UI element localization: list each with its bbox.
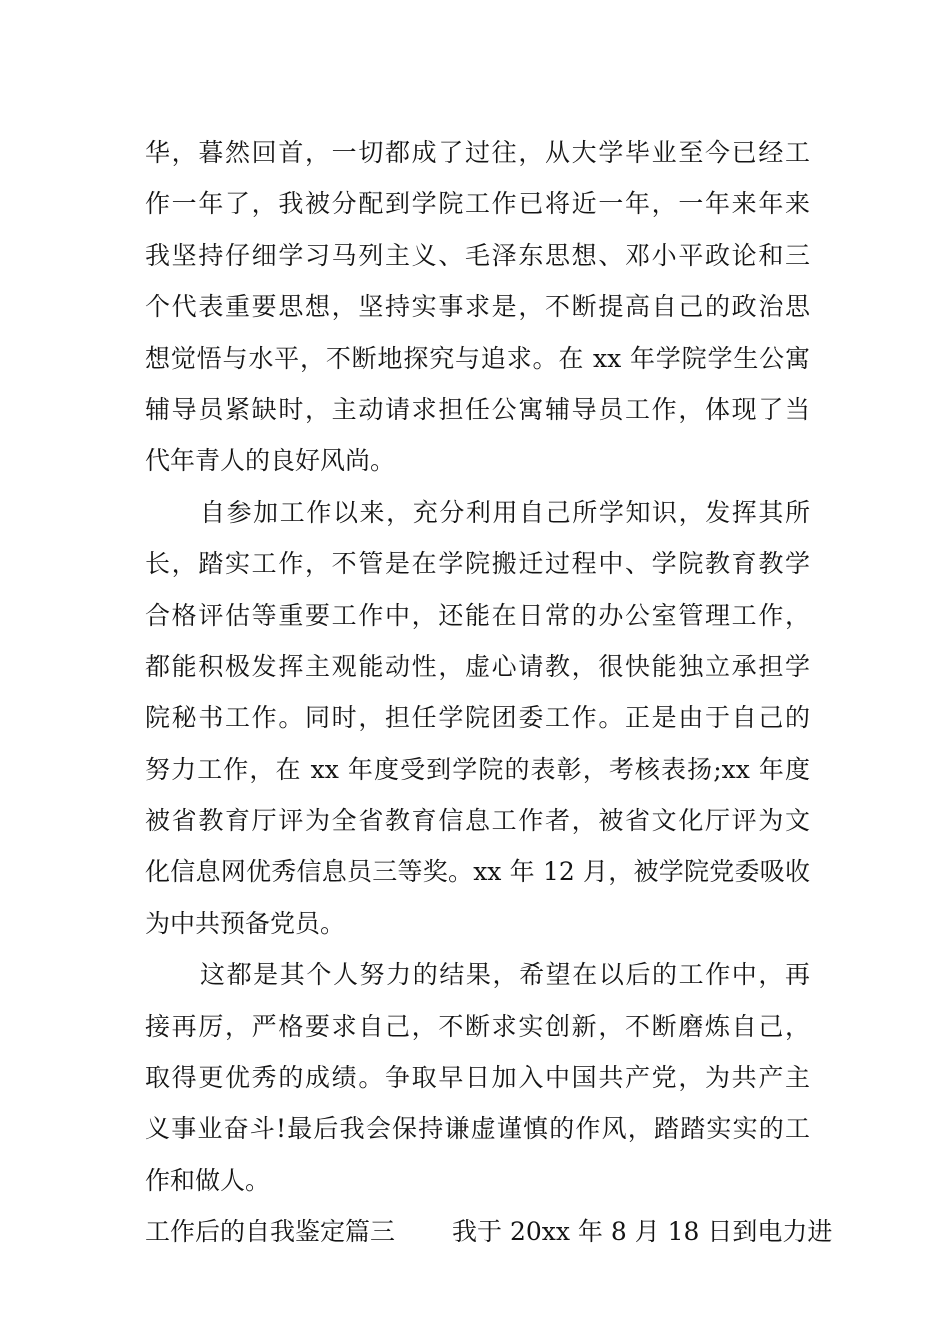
section-heading: 工作后的自我鉴定篇三 xyxy=(145,1217,396,1247)
paragraph-3 xyxy=(145,949,810,1206)
paragraph-line: 这都是其个人努力的结果，希望在以后的工作中，再 xyxy=(200,960,810,990)
paragraph-line: 合格评估等重要工作中，还能在日常的办公室管理工作， xyxy=(145,600,810,630)
paragraph-line: 自参加工作以来，充分利用自己所学知识，发挥其所 xyxy=(200,497,810,527)
paragraph-line: 我坚持仔细学习马列主义、毛泽东思想、邓小平政论和三 xyxy=(145,240,810,270)
section-heading-row xyxy=(145,1206,833,1257)
paragraph-1 xyxy=(145,127,810,487)
paragraph-line: 华，暮然回首，一切都成了过往，从大学毕业至今已经工 xyxy=(145,138,810,167)
paragraph-line: 接再厉，严格要求自己，不断求实创新，不断磨炼自己， xyxy=(145,1011,810,1041)
paragraph-line: 辅导员紧缺时，主动请求担任公寓辅导员工作，体现了当 xyxy=(145,394,810,424)
paragraph-line: 作一年了，我被分配到学院工作已将近一年，一年来年来 xyxy=(145,189,810,219)
paragraph-line: 代年青人的良好风尚。 xyxy=(145,446,396,476)
paragraph-line: 长，踏实工作，不管是在学院搬迁过程中、学院教育教学 xyxy=(145,549,810,579)
paragraph-line: 个代表重要思想，坚持实事求是，不断提高自己的政治思 xyxy=(145,292,810,322)
paragraph-line: 化信息网优秀信息员三等奖。xx 年 12 月，被学院党委吸收 xyxy=(145,857,810,887)
paragraph-line: 作和做人。 xyxy=(145,1165,271,1195)
document-body xyxy=(145,127,833,1258)
paragraph-line: 都能积极发挥主观能动性，虚心请教，很快能独立承担学 xyxy=(145,651,810,681)
paragraph-line: 努力工作，在 xx 年度受到学院的表彰，考核表扬;xx 年度 xyxy=(145,754,810,784)
paragraph-line: 想觉悟与水平，不断地探究与追求。在 xx 年学院学生公寓 xyxy=(145,343,810,373)
paragraph-line: 被省教育厅评为全省教育信息工作者，被省文化厅评为文 xyxy=(145,806,810,836)
paragraph-line: 义事业奋斗!最后我会保持谦虚谨慎的作风，踏踏实实的工 xyxy=(145,1114,810,1144)
paragraph-line: 为中共预备党员。 xyxy=(145,908,346,938)
section-first-line: 我于 20xx 年 8 月 18 日到电力进 xyxy=(452,1217,833,1247)
paragraph-line: 院秘书工作。同时，担任学院团委工作。正是由于自己的 xyxy=(145,703,810,733)
paragraph-line: 取得更优秀的成绩。争取早日加入中国共产党，为共产主 xyxy=(145,1063,810,1093)
paragraph-2 xyxy=(145,487,810,950)
